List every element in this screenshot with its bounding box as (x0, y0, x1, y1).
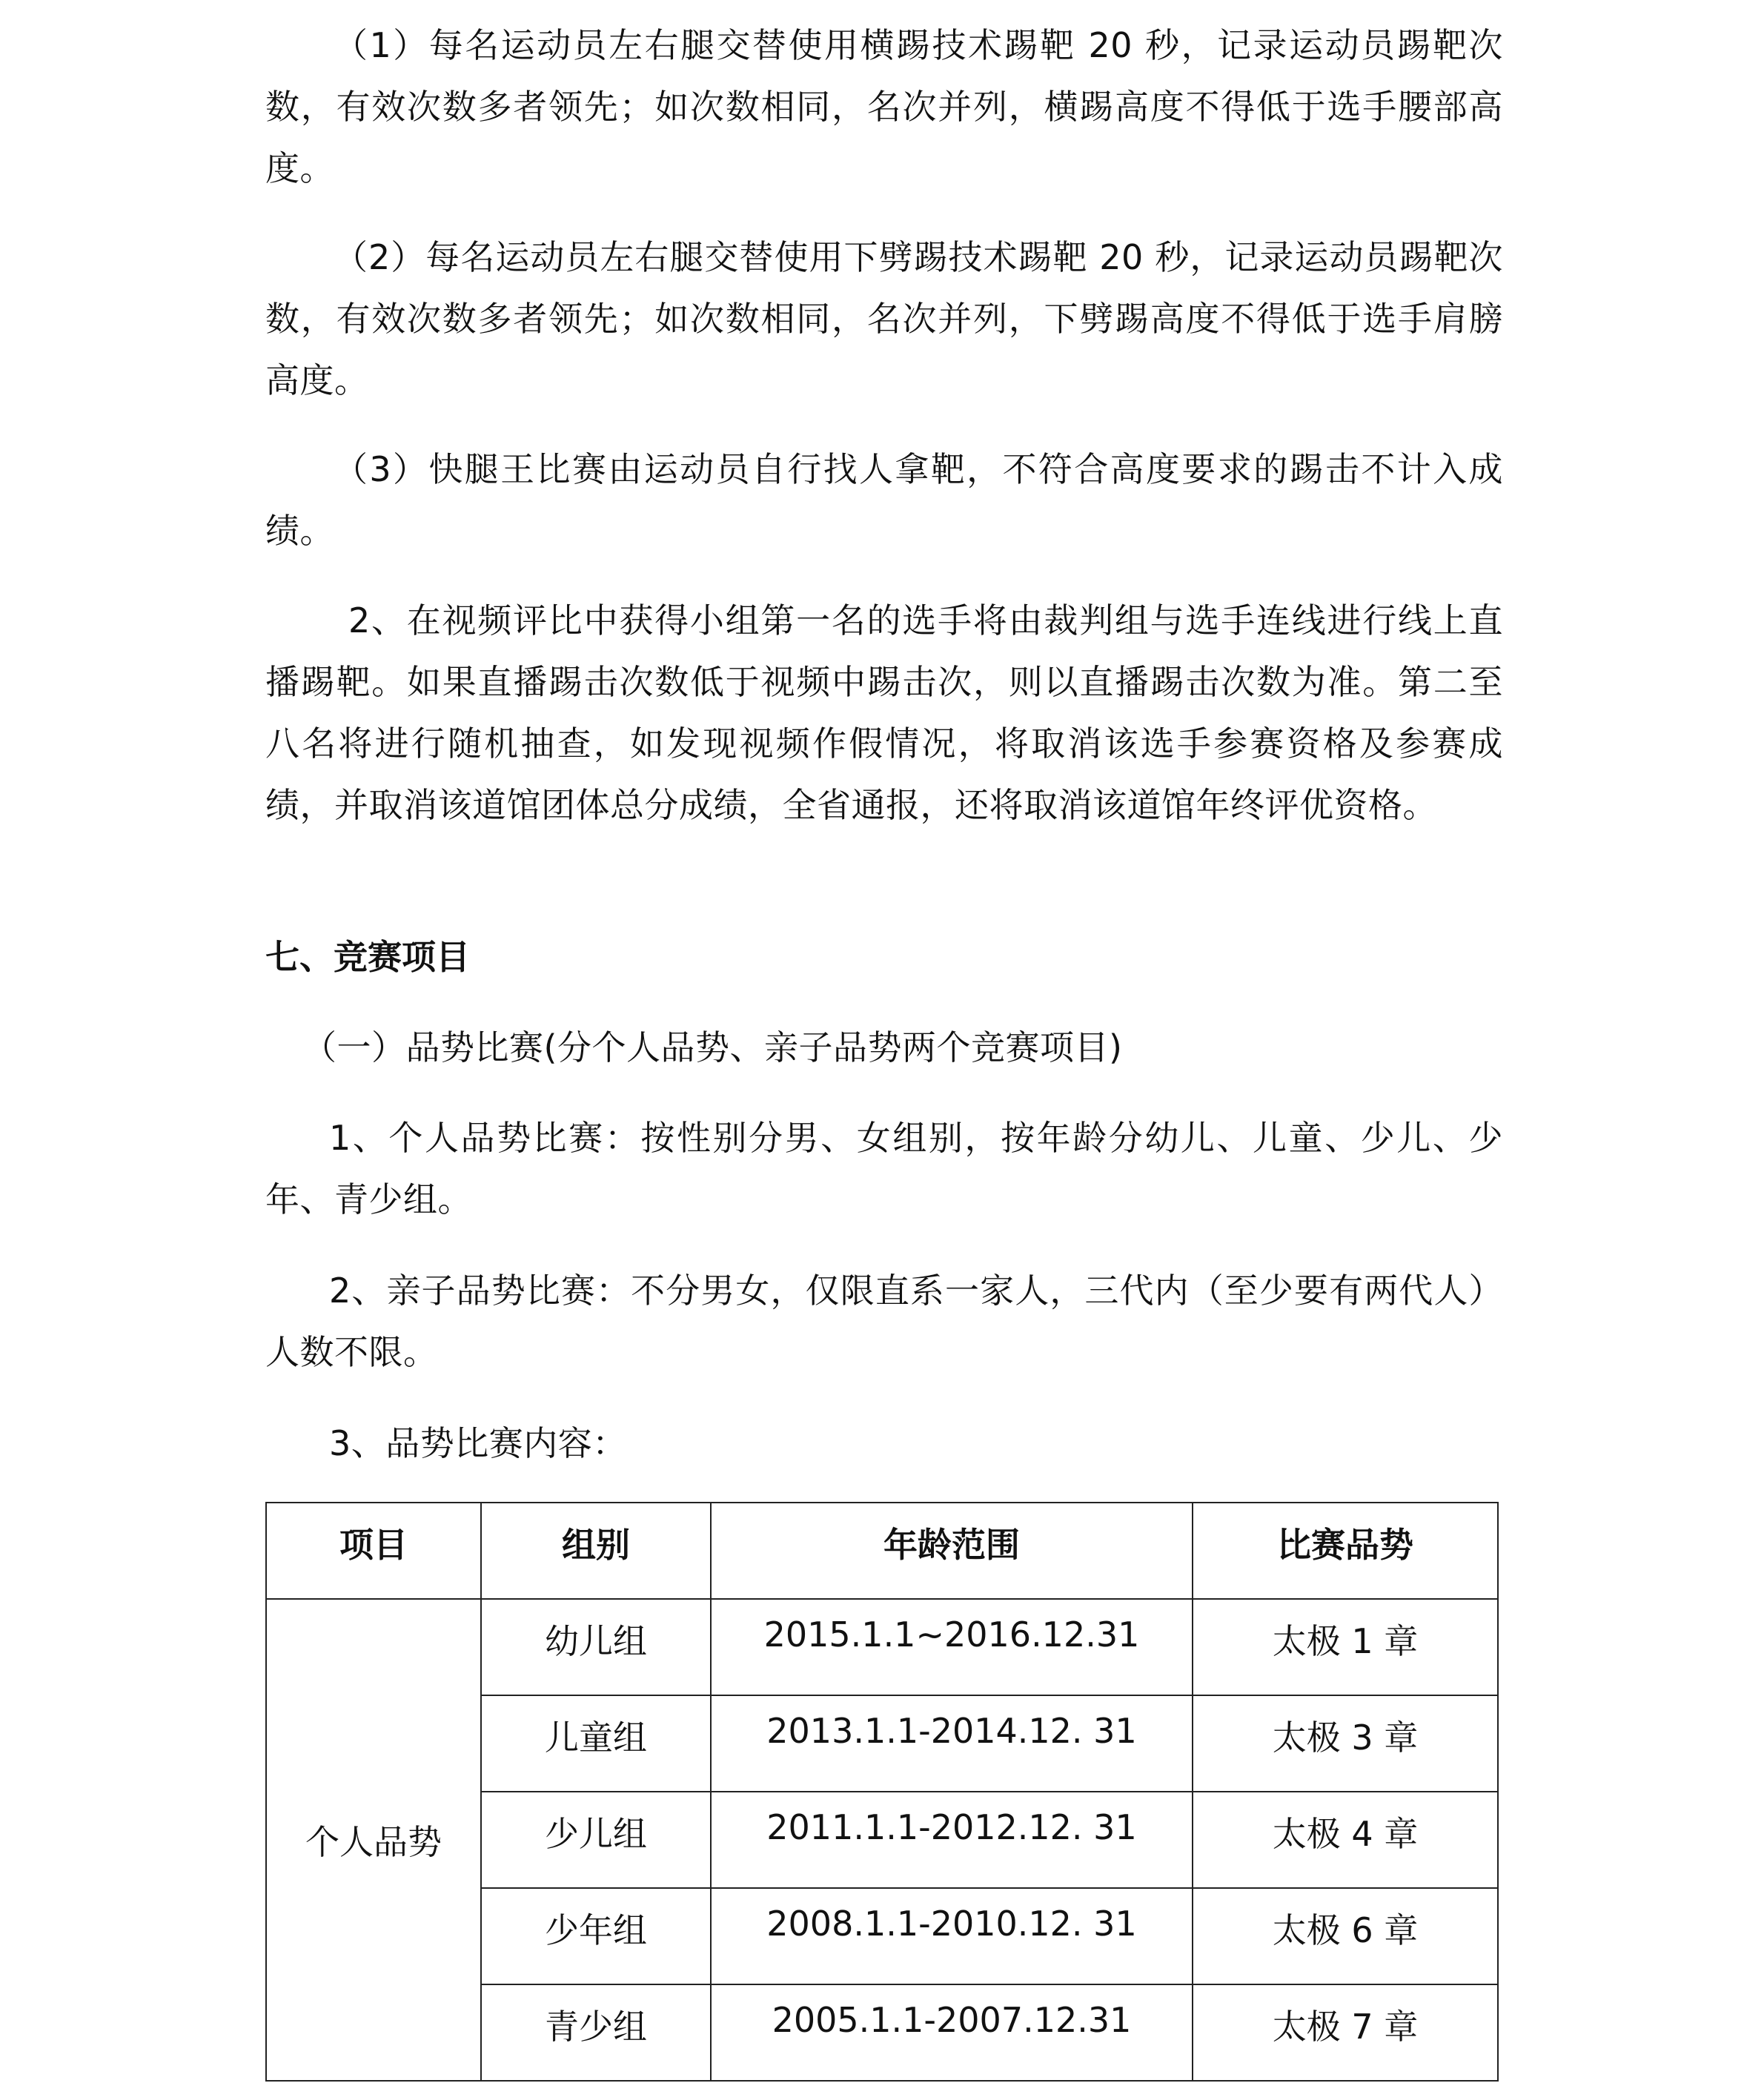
rule-live-verification: 2、在视频评比中获得小组第一名的选手将由裁判组与选手连线进行线上直播踢靶。如果直播踢击次数低于视频中踢击次，则以直播踢击次数为准。第二至八名将进行随机抽查，如发现视频作假情况，将取消该选手参赛资格及参赛成绩，并取消该道馆团体总分成绩，全省通报，还将取消该道馆年终评优资格。 (265, 600, 1503, 825)
rule-target-holder: （3）快腿王比赛由运动员自行找人拿靶，不符合高度要求的踢击不计入成绩。 (265, 449, 1503, 551)
cell-group: 幼儿组 (481, 1599, 711, 1695)
rule-roundhouse-kick: （1）每名运动员左右腿交替使用横踢技术踢靶 20 秒，记录运动员踢靶次数，有效次数多者领先；如次数相同，名次并列，横踢高度不得低于选手腰部高度。 (265, 25, 1503, 188)
rule-individual-poomsae: 1、个人品势比赛：按性别分男、女组别，按年龄分幼儿、儿童、少儿、少年、青少组。 (265, 1118, 1503, 1219)
header-group: 组别 (481, 1503, 711, 1599)
cell-group: 儿童组 (481, 1695, 711, 1792)
cell-group: 少年组 (481, 1888, 711, 1984)
cell-poomsae: 太极 3 章 (1193, 1695, 1498, 1792)
rule-axe-kick: （2）每名运动员左右腿交替使用下劈踢技术踢靶 20 秒，记录运动员踢靶次数，有效次数多者领先；如次数相同，名次并列，下劈踢高度不得低于选手肩膀高度。 (265, 237, 1503, 400)
cell-poomsae: 太极 4 章 (1193, 1792, 1498, 1888)
subsection-poomsae: （一）品势比赛(分个人品势、亲子品势两个竞赛项目) (302, 1027, 1123, 1067)
header-poomsae: 比赛品势 (1193, 1503, 1498, 1599)
cell-poomsae: 太极 6 章 (1193, 1888, 1498, 1984)
cell-age-range: 2015.1.1~2016.12.31 (711, 1599, 1193, 1695)
cell-group: 青少组 (481, 1984, 711, 2081)
event-individual-poomsae: 个人品势 (266, 1599, 481, 2081)
rule-family-poomsae: 2、亲子品势比赛：不分男女，仅限直系一家人，三代内（至少要有两代人）人数不限。 (265, 1271, 1503, 1372)
cell-age-range: 2013.1.1-2014.12. 31 (711, 1695, 1193, 1792)
cell-group: 少儿组 (481, 1792, 711, 1888)
table-row (266, 1599, 1498, 1695)
header-event: 项目 (266, 1503, 481, 1599)
header-age-range: 年龄范围 (711, 1503, 1193, 1599)
cell-age-range: 2005.1.1-2007.12.31 (711, 1984, 1193, 2081)
table-header-row (266, 1503, 1498, 1599)
poomsae-table (265, 1502, 1499, 2082)
section-heading-events: 七、竞赛项目 (265, 937, 470, 977)
cell-poomsae: 太极 1 章 (1193, 1599, 1498, 1695)
cell-poomsae: 太极 7 章 (1193, 1984, 1498, 2081)
poomsae-content-label: 3、品势比赛内容： (329, 1423, 627, 1463)
cell-age-range: 2008.1.1-2010.12. 31 (711, 1888, 1193, 1984)
cell-age-range: 2011.1.1-2012.12. 31 (711, 1792, 1193, 1888)
